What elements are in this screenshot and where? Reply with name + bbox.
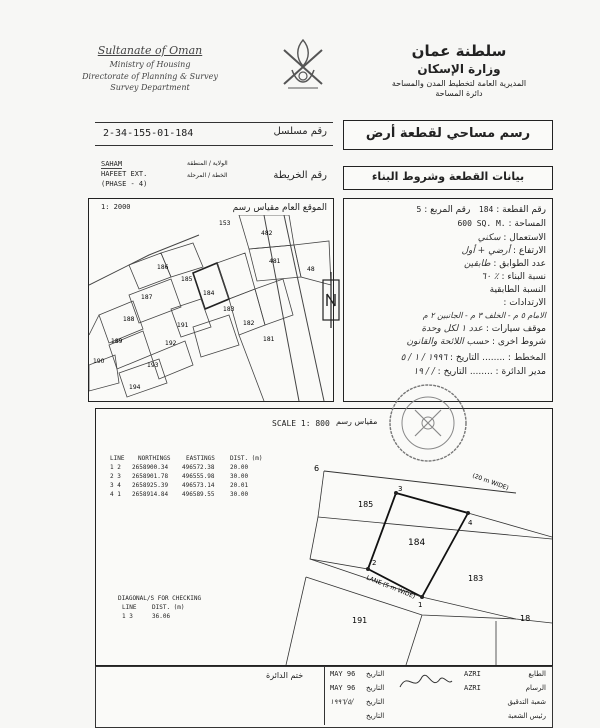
- loc-plot-188: 188: [123, 316, 135, 323]
- footer-date-2: MAY 96: [330, 684, 356, 692]
- area-row: المساحة : 600 SQ. M.: [457, 219, 546, 229]
- plot-section-title: بيانات القطعة وشروط البناء: [371, 170, 525, 183]
- planner-date: ١٩٩٦ / ١ / ٥: [400, 353, 448, 363]
- loc-plot-187: 187: [141, 294, 153, 301]
- row-1-easting: 496572.38: [182, 464, 215, 471]
- map-ref-line-2: HAFEET EXT.: [101, 170, 148, 178]
- official-stamp-icon: [385, 380, 471, 466]
- map-ref-line-1: SAHAM: [101, 160, 123, 168]
- table-header-northings: NORTHINGS: [138, 455, 171, 462]
- ratio-label: نسبة البناء: [507, 272, 546, 282]
- map-ref-line-3: (PHASE - 4): [101, 180, 148, 188]
- ar-line-2: وزارة الإسكان: [417, 62, 501, 76]
- other-value: حسب اللائحة والقانون: [406, 337, 490, 347]
- en-line-2: Ministry of Housing: [109, 60, 191, 69]
- footer-row-4: [328, 711, 548, 723]
- table-header-eastings: EASTINGS: [186, 455, 215, 462]
- loc-plot-482: 482: [261, 230, 273, 237]
- serial-label: رقم مسلسل: [273, 126, 327, 137]
- loc-plot-185: 185: [181, 276, 193, 283]
- location-map-drawing: [89, 215, 333, 401]
- map-ref-label-1: الولاية / المنطقة: [187, 160, 228, 167]
- loc-plot-192: 192: [165, 340, 177, 347]
- loc-plot-181: 181: [263, 336, 275, 343]
- seal-label: ختم الدائرة: [266, 671, 304, 680]
- signature-icon: [396, 667, 456, 697]
- row-4-easting: 496589.55: [182, 491, 215, 498]
- diagonal-row-line: 1 3: [122, 613, 133, 620]
- table-header-dist: DIST. (m): [230, 455, 263, 462]
- footer-label-3: شعبة التدقيق: [507, 698, 546, 706]
- row-4-dist: 30.00: [230, 491, 249, 498]
- setbacks-label-row: الارتدادات :: [503, 298, 546, 308]
- height-row: الارتفاع : أرضي + أول: [461, 246, 546, 256]
- director-date: / / ١٩: [413, 367, 435, 377]
- plot-section-title-box: [343, 166, 553, 190]
- other-row: شروط اخرى : حسب اللائحة والقانون: [406, 337, 546, 347]
- setbacks-label: الارتدادات: [509, 298, 546, 308]
- loc-plot-48: 48: [307, 266, 315, 273]
- lane-label-5m: LANE (5 m WIDE): [365, 574, 417, 601]
- plan-label-191: 191: [352, 616, 368, 625]
- arabic-letterhead: [370, 42, 548, 98]
- location-map-box: [88, 198, 334, 402]
- footer-label-4: رئيس الشعبة: [507, 712, 546, 720]
- area-value: 600 SQ. M.: [457, 219, 506, 228]
- plan-label-183: 183: [468, 574, 484, 583]
- corner-2: 2: [372, 559, 377, 567]
- row-2-northing: 2658901.78: [132, 473, 169, 480]
- floors-value: طابقين: [463, 259, 491, 269]
- ratio-value: ٪ ٦٠: [481, 272, 499, 282]
- main-plan-box: [95, 408, 553, 666]
- director-date-label: التاريخ: [443, 367, 467, 377]
- loc-plot-190: 190: [93, 358, 105, 365]
- row-4-line: 4 1: [110, 491, 121, 498]
- footer-label-2: الرسام: [525, 684, 546, 692]
- use-value: سكني: [477, 233, 501, 243]
- director-row: مدير الدائرة : ........ التاريخ : / / ١٩: [413, 367, 546, 377]
- square-label: رقم المربع: [430, 205, 471, 215]
- document-title: رسم مساحي لقطعة أرض: [365, 126, 531, 141]
- ar-line-3: المديرية العامة لتخطيط المدن والمساحة: [391, 79, 527, 88]
- loc-plot-182: 182: [243, 320, 255, 327]
- en-line-4: Survey Department: [110, 83, 190, 92]
- row-2-line: 2 3: [110, 473, 121, 480]
- plan-label-6: 6: [314, 464, 320, 473]
- row-4-northing: 2658914.84: [132, 491, 169, 498]
- loc-plot-194: 194: [129, 384, 141, 391]
- footer-row-3: [328, 697, 548, 709]
- diagonal-row-dist: 36.06: [152, 613, 171, 620]
- row-1-northing: 2658900.34: [132, 464, 169, 471]
- map-ref-label-2: الخطة / المرحلة: [187, 172, 228, 179]
- area-label: المساحة: [514, 219, 546, 229]
- footer-box: [95, 666, 553, 728]
- footer-label-1: الطابع: [528, 670, 546, 678]
- parking-value: عدد ١ لكل وحدة: [421, 324, 483, 334]
- height-label: الارتفاع: [518, 246, 546, 256]
- oman-emblem-icon: [278, 36, 328, 94]
- map-reference-box: [95, 160, 333, 192]
- footer-date-3: ١٩٩٦/٥/: [330, 698, 354, 706]
- floor-ratio-label: النسبة الطابقية: [489, 285, 546, 295]
- plot-no-value: 184: [478, 205, 494, 214]
- plan-label-18: 18: [520, 614, 531, 623]
- footer-date-1: MAY 96: [330, 670, 356, 678]
- plot-data-box: [343, 198, 553, 402]
- square-value: 5: [416, 205, 422, 214]
- seal-area: [96, 667, 325, 725]
- planner-label: المخطط: [513, 353, 546, 363]
- diagonal-header-dist: DIST. (m): [152, 604, 185, 611]
- north-arrow-icon: [320, 270, 342, 330]
- loc-plot-481: 481: [269, 258, 281, 265]
- loc-plot-193: 193: [147, 362, 159, 369]
- road-label-20m: (20 m WIDE): [471, 472, 510, 492]
- loc-plot-186: 186: [157, 264, 169, 271]
- row-2-dist: 30.00: [230, 473, 249, 480]
- loc-plot-183: 183: [223, 306, 235, 313]
- ar-line-1: سلطنة عمان: [411, 42, 507, 60]
- row-2-easting: 496555.98: [182, 473, 215, 480]
- row-3-northing: 2658925.39: [132, 482, 169, 489]
- en-line-1: Sultanate of Oman: [97, 44, 203, 57]
- location-map-scale: 1: 2000: [101, 203, 131, 211]
- row-1-line: 1 2: [110, 464, 121, 471]
- plot-plan-drawing: [96, 409, 552, 665]
- diagonal-header-line: LINE: [122, 604, 137, 611]
- other-label: شروط اخرى: [497, 337, 546, 347]
- setbacks-value: الامام ٥ م - الخلف ٣ م - الجانبين ٢ م: [422, 311, 546, 320]
- footer-name-1: AZRI: [464, 670, 481, 678]
- footer-date-label-3: التاريخ: [366, 698, 385, 706]
- use-label: الاستعمال: [509, 233, 546, 243]
- row-1-dist: 20.00: [230, 464, 249, 471]
- ratio-row: نسبة البناء : ٪ ٦٠: [481, 272, 546, 282]
- planner-date-label: التاريخ: [455, 353, 480, 363]
- corner-3: 3: [398, 485, 403, 493]
- map-ref-label: رقم الخريطة: [273, 170, 327, 181]
- main-plan-scale: SCALE 1: 800: [272, 419, 330, 428]
- row-3-line: 3 4: [110, 482, 121, 489]
- row-3-easting: 496573.14: [182, 482, 215, 489]
- setbacks-row: [423, 311, 546, 321]
- director-label: مدير الدائرة: [501, 367, 546, 377]
- title-box: [343, 120, 553, 150]
- main-plan-scale-ar: مقياس رسم: [336, 417, 378, 426]
- table-header-line: LINE: [110, 455, 125, 462]
- loc-plot-153: 153: [219, 220, 231, 227]
- location-map-title: الموقع العام مقياس رسم: [232, 203, 327, 213]
- plot-no-row: رقم القطعة : 184 رقم المربع : 5: [416, 205, 546, 215]
- plot-no-label: رقم القطعة: [502, 205, 546, 215]
- row-3-dist: 20.01: [230, 482, 249, 489]
- footer-date-label-4: التاريخ: [366, 712, 385, 720]
- loc-plot-189: 189: [111, 338, 123, 345]
- english-letterhead: [70, 44, 230, 92]
- parking-label: موقف سيارات: [491, 324, 546, 334]
- en-line-3: Directorate of Planning & Survey: [82, 72, 218, 81]
- planner-row: المخطط : ........ التاريخ : ١٩٩٦ / ١ / ٥: [400, 353, 546, 363]
- diagonal-title: DIAGONAL/S FOR CHECKING: [118, 595, 202, 602]
- floors-label: عدد الطوابق: [499, 259, 546, 269]
- ar-line-4: دائرة المساحة: [435, 89, 483, 98]
- loc-plot-191: 191: [177, 322, 189, 329]
- loc-plot-184: 184: [203, 290, 215, 297]
- corner-1: 1: [418, 601, 423, 609]
- serial-box: [95, 122, 333, 146]
- corner-4: 4: [468, 519, 473, 527]
- height-value: أرضي + أول: [461, 246, 511, 256]
- footer-date-label-1: التاريخ: [366, 670, 385, 678]
- floors-row: عدد الطوابق : طابقين: [463, 259, 546, 269]
- plan-label-185: 185: [358, 500, 374, 509]
- parking-row: موقف سيارات : عدد ١ لكل وحدة: [421, 324, 546, 334]
- plan-label-184: 184: [408, 538, 426, 548]
- serial-number: 2-34-155-01-184: [103, 128, 194, 139]
- use-row: الاستعمال : سكني: [477, 233, 546, 243]
- floor-ratio-row: [490, 285, 546, 295]
- footer-date-label-2: التاريخ: [366, 684, 385, 692]
- footer-name-2: AZRI: [464, 684, 481, 692]
